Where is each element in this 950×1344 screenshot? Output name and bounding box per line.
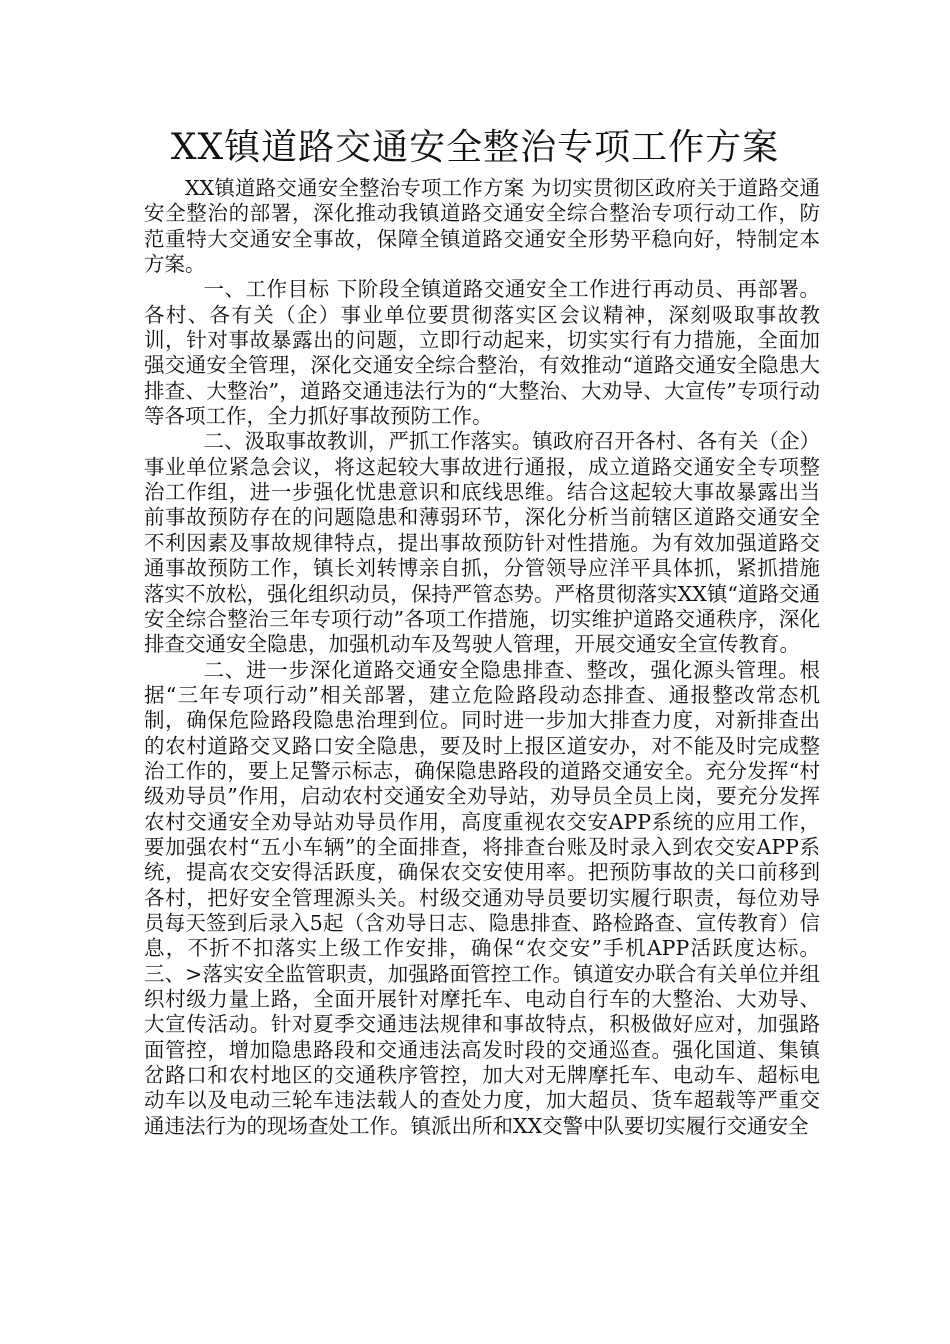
paragraph-work-goal: 一、工作目标 下阶段全镇道路交通安全工作进行再动员、再部署。各村、各有关（企）事业单位要贯彻落实区会议精神，深刻吸取事故教训，针对事故暴露出的问题，立即行动起来，切实实行有力措施，全面加强交通安全管理，深化交通安全综合整治，有效推动“道路交通安全隐患大排查、大整治”，道路交通违法行为的“大整治、大劝导、大宣传”专项行动等各项工作，全力抓好事故预防工作。	[144, 277, 820, 429]
paragraph-intro: XX镇道路交通安全整治专项工作方案 为切实贯彻区政府关于道路交通安全整治的部署，深化推动我镇道路交通安全综合整治专项行动工作，防范重特大交通安全事故，保障全镇道路交通安全形势平稳向好，特制定本方案。	[144, 176, 820, 277]
document-body	[144, 176, 820, 1139]
document-title: XX镇道路交通安全整治专项工作方案	[170, 127, 780, 168]
paragraph-lessons: 二、汲取事故教训，严抓工作落实。镇政府召开各村、各有关（企）事业单位紧急会议，将这起较大事故进行通报，成立道路交通安全专项整治工作组，进一步强化忧患意识和底线思维。结合这起较大事故暴露出当前事故预防存在的问题隐患和薄弱环节，深化分析当前辖区道路交通安全不利因素及事故规律特点，提出事故预防针对性措施。为有效加强道路交通事故预防工作，镇长刘转博亲自抓，分管领导应洋平具体抓，紧抓措施落实不放松，强化组织动员，保持严管态势。严格贯彻落实XX镇“道路交通安全综合整治三年专项行动”各项工作措施，切实维护道路交通秩序，深化排查交通安全隐患，加强机动车及驾驶人管理，开展交通安全宣传教育。	[144, 429, 820, 657]
paragraph-hazard-inspection: 二、进一步深化道路交通安全隐患排查、整改，强化源头管理。根据“三年专项行动”相关部署，建立危险路段动态排查、通报整改常态机制，确保危险路段隐患治理到位。同时进一步加大排查力度，对新排查出的农村道路交叉路口安全隐患，要及时上报区道安办，对不能及时完成整治工作的，要上足警示标志，确保隐患路段的道路交通安全。充分发挥“村级劝导员”作用，启动农村交通安全劝导站，劝导员全员上岗，要充分发挥农村交通安全劝导站劝导员作用，高度重视农交安APP系统的应用工作，要加强农村“五小车辆”的全面排查，将排查台账及时录入到农交安APP系统，提高农交安得活跃度，确保农交安使用率。把预防事故的关口前移到各村，把好安全管理源头关。村级交通劝导员要切实履行职责，每位劝导员每天签到后录入5起（含劝导日志、隐患排查、路检路查、宣传教育）信息，不折不扣落实上级工作安排，确保“农交安”手机APP活跃度达标。三、>落实安全监管职责，加强路面管控工作。镇道安办联合有关单位并组织村级力量上路，全面开展针对摩托车、电动自行车的大整治、大劝导、大宣传活动。针对夏季交通违法规律和事故特点，积极做好应对，加强路面管控，增加隐患路段和交通违法高发时段的交通巡查。强化国道、集镇岔路口和农村地区的交通秩序管控，加大对无牌摩托车、电动车、超标电动车以及电动三轮车违法载人的查处力度，加大超员、货车超载等严重交通违法行为的现场查处工作。镇派出所和XX交警中队要切实履行交通安全	[144, 657, 820, 1138]
